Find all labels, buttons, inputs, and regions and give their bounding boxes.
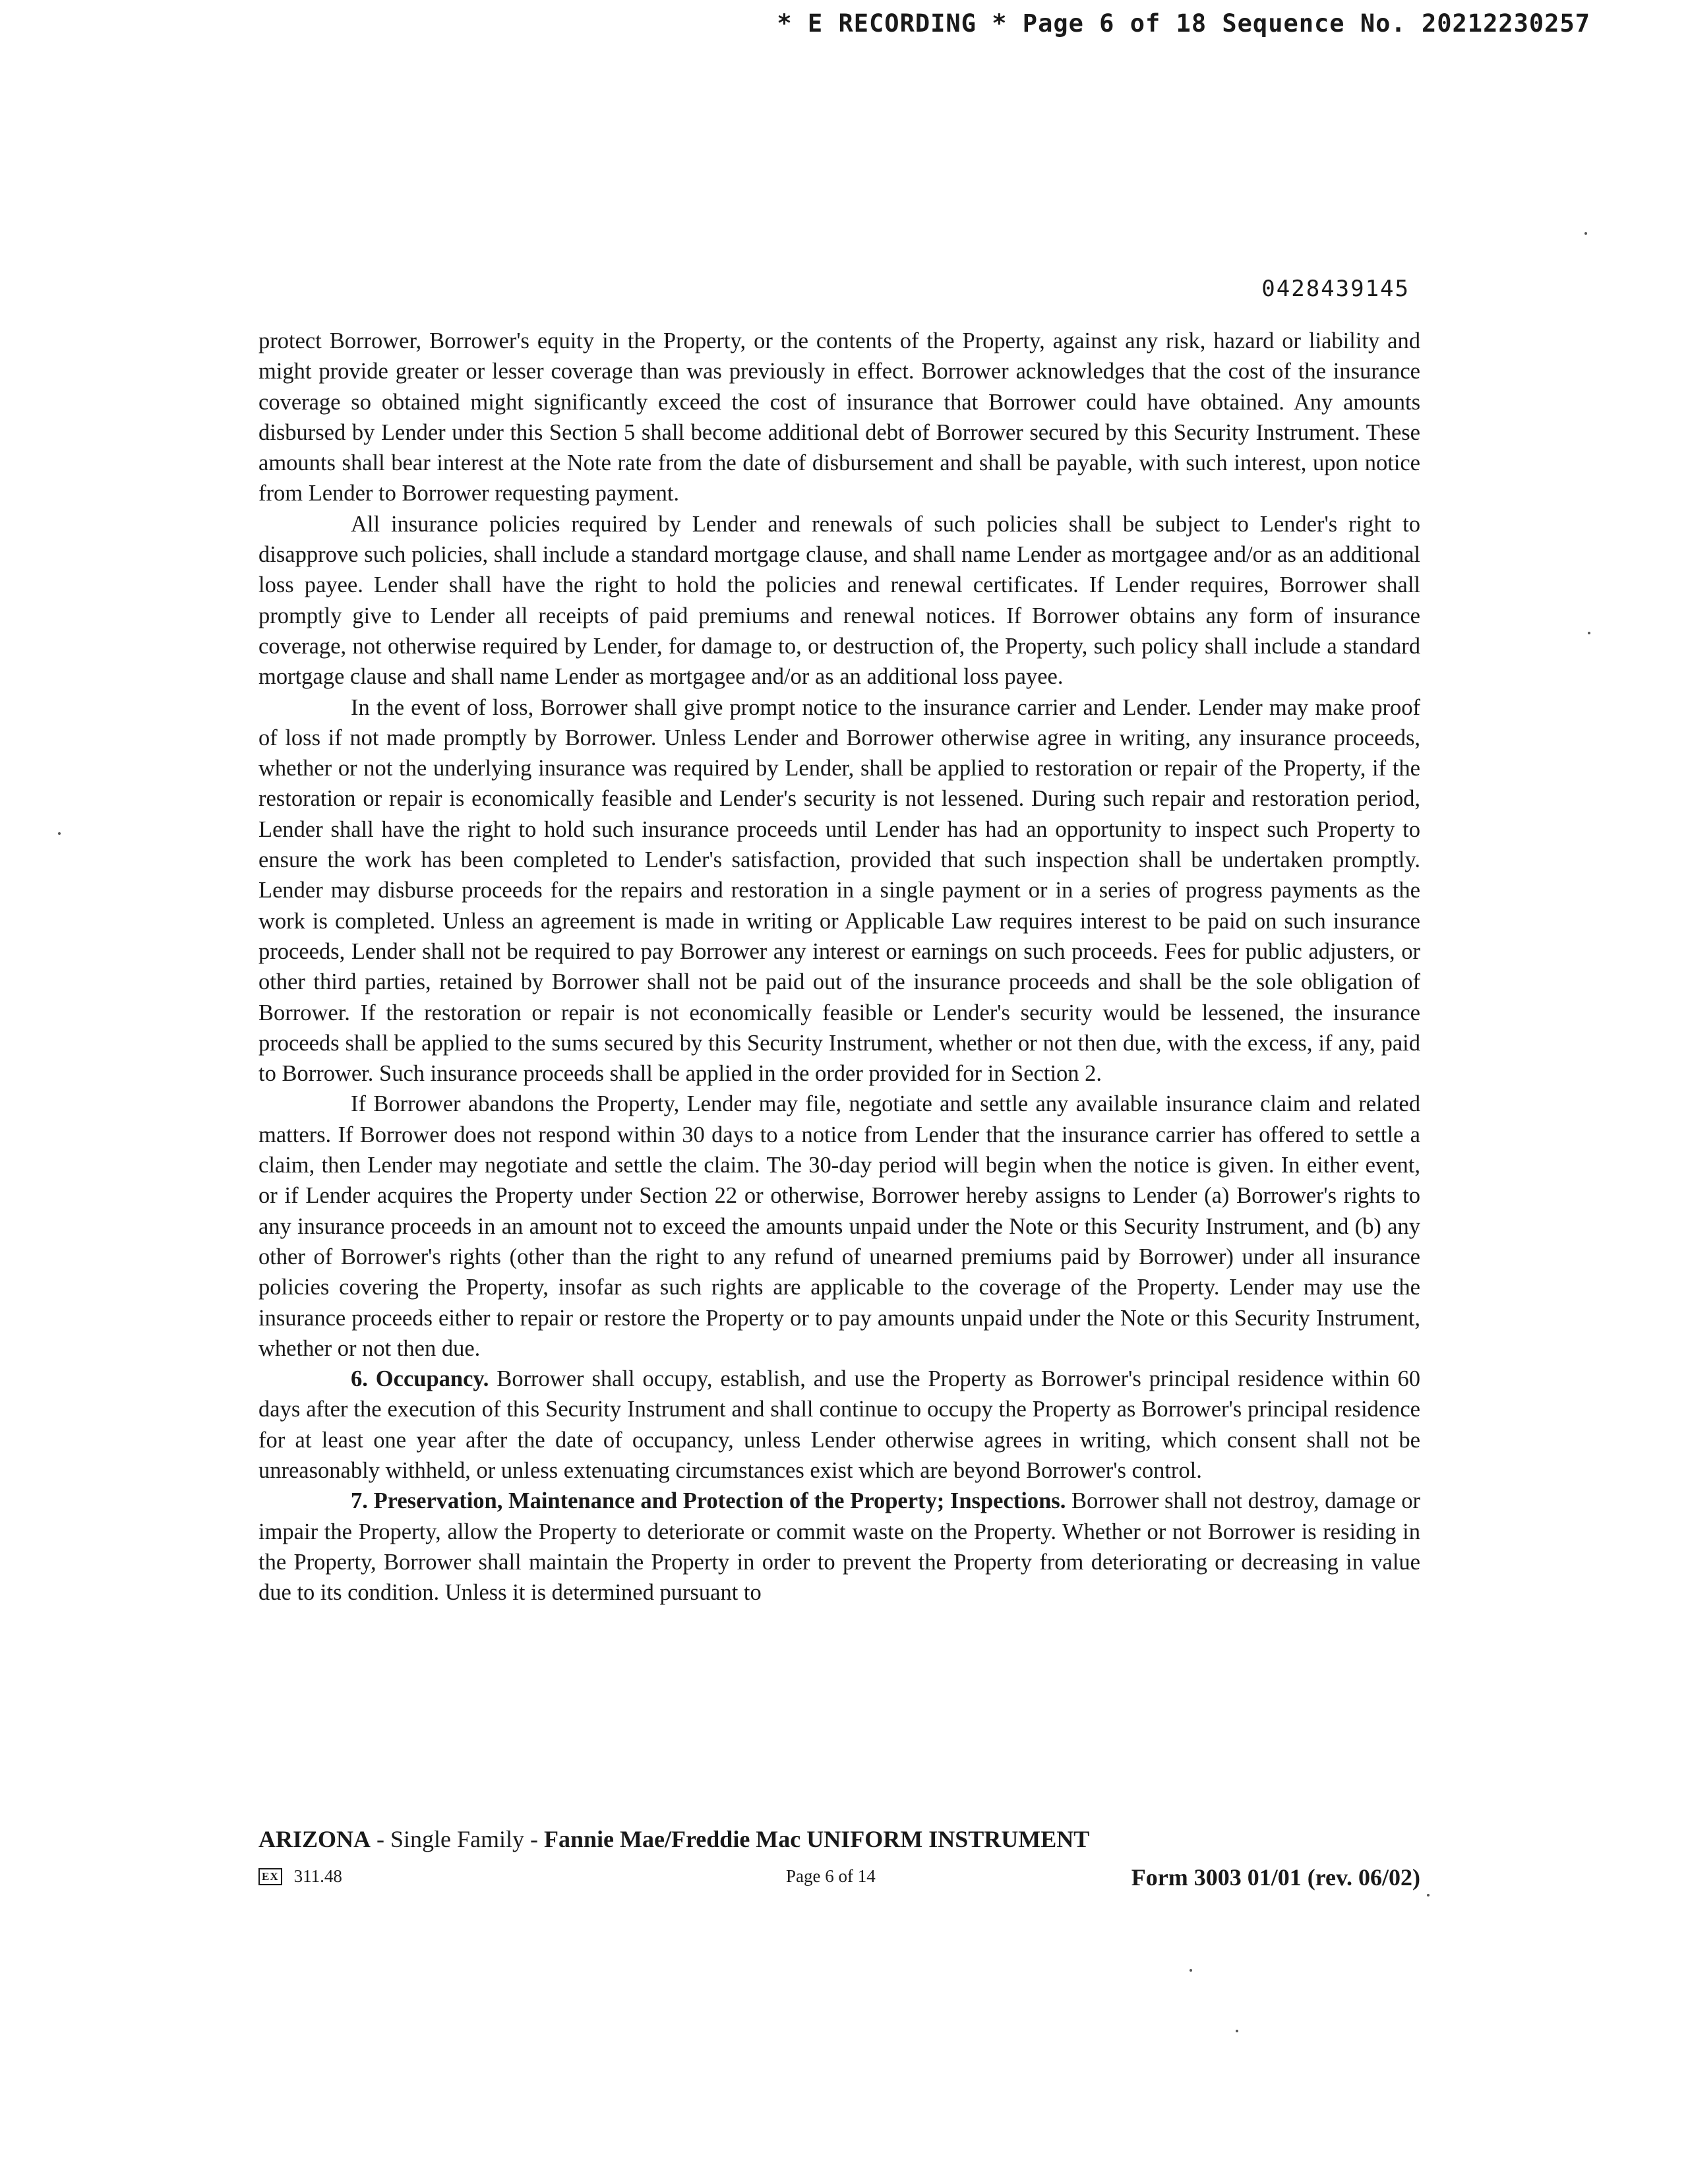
footer-family: - Single Family -	[371, 1826, 545, 1852]
paragraph-insurance-continuation: protect Borrower, Borrower's equity in the Property, or the contents of the Property, against any risk, hazard or liability and might provide greater or lesser coverage than was previously in effect. Borrower acknowledges that the cost of the insurance coverage so obtained might significantly exceed the cost of insurance that Borrower could have obtained. Any amounts disbursed by Lender under this Section 5 shall become additional debt of Borrower secured by this Security Instrument. These amounts shall bear interest at the Note rate from the date of disbursement and shall be payable, with such interest, upon notice from Lender to Borrower requesting payment.	[258, 328, 1420, 506]
paragraph-insurance-policies: All insurance policies required by Lender and renewals of such policies shall be subject to Lender's right to disapprove such policies, shall include a standard mortgage clause, and shall name Lender as mortgagee and/or as an additional loss payee. Lender shall have the right to hold the policies and renewal certificates. If Lender requires, Borrower shall promptly give to Lender all receipts of paid premiums and renewal notices. If Borrower obtains any form of insurance coverage, not otherwise required by Lender, for damage to, or destruction of, the Property, such policy shall include a standard mortgage clause and shall name Lender as mortgagee and/or as an additional loss payee.	[258, 511, 1420, 690]
scan-speck	[1190, 1969, 1192, 1972]
publisher-logo-icon: EX	[258, 1868, 282, 1885]
form-code-number: 311.48	[293, 1866, 342, 1886]
section-heading-occupancy: 6. Occupancy.	[351, 1366, 489, 1392]
footer-state: ARIZONA	[258, 1826, 371, 1852]
scan-speck	[1427, 1894, 1430, 1896]
paragraph-abandonment: If Borrower abandons the Property, Lender may file, negotiate and settle any available insurance claim and related matters. If Borrower does not respond within 30 days to a notice from Lender that the insurance carrier has offered to settle a claim, then Lender may negotiate and settle the claim. The 30-day period will begin when the notice is given. In either event, or if Lender acquires the Property under Section 22 or otherwise, Borrower hereby assigns to Lender (a) Borrower's rights to any insurance proceeds in an amount not to exceed the amounts unpaid under the Note or this Security Instrument, and (b) any other of Borrower's rights (other than the right to any refund of unearned premiums paid by Borrower) under all insurance policies covering the Property, insofar as such rights are applicable to the coverage of the Property. Lender may use the insurance proceeds either to repair or restore the Property or to pay amounts unpaid under the Note or this Security Instrument, whether or not then due.	[258, 1091, 1420, 1361]
section-heading-preservation: 7. Preservation, Maintenance and Protection of the Property; Inspections.	[351, 1488, 1066, 1514]
form-number: Form 3003 01/01 (rev. 06/02)	[1131, 1864, 1420, 1891]
scan-speck	[1236, 2030, 1238, 2032]
footer-instrument: Fannie Mae/Freddie Mac UNIFORM INSTRUMENT	[544, 1826, 1090, 1852]
loan-number: 0428439145	[1261, 276, 1410, 302]
document-body	[258, 326, 1420, 1608]
form-code	[258, 1866, 342, 1887]
scan-speck	[1588, 632, 1590, 634]
paragraph-event-of-loss: In the event of loss, Borrower shall give prompt notice to the insurance carrier and Lender. Lender may make proof of loss if not made promptly by Borrower. Unless Lender and Borrower otherwise agree in writing, any insurance proceeds, whether or not the underlying insurance was required by Lender, shall be applied to restoration or repair of the Property, if the restoration or repair is economically feasible and Lender's security is not lessened. During such repair and restoration period, Lender shall have the right to hold such insurance proceeds until Lender has had an opportunity to inspect such Property to ensure the work has been completed to Lender's satisfaction, provided that such inspection shall be undertaken promptly. Lender may disburse proceeds for the repairs and restoration in a single payment or in a series of progress payments as the work is completed. Unless an agreement is made in writing or Applicable Law requires interest to be paid on such insurance proceeds, Lender shall not be required to pay Borrower any interest or earnings on such proceeds. Fees for public adjusters, or other third parties, retained by Borrower shall not be paid out of the insurance proceeds and shall be the sole obligation of Borrower. If the restoration or repair is not economically feasible or Lender's security would be lessened, the insurance proceeds shall be applied to the sums secured by this Security Instrument, whether or not then due, with the excess, if any, paid to Borrower. Such insurance proceeds shall be applied in the order provided for in Section 2.	[258, 694, 1420, 1087]
scan-speck	[58, 832, 61, 835]
paragraph-preservation	[258, 1486, 1420, 1608]
recording-header: * E RECORDING * Page 6 of 18 Sequence No. 20212230257	[777, 9, 1590, 38]
footer-title	[258, 1825, 1089, 1853]
paragraph-occupancy	[258, 1364, 1420, 1486]
scan-speck	[1584, 232, 1587, 235]
footer-row	[258, 1864, 1420, 1893]
section-text-preservation: Borrower shall not destroy, damage or impair the Property, allow the Property to deteriorate or commit waste on the Property. Whether or not Borrower is residing in the Property, Borrower shall maintain the Property in order to prevent the Property from deteriorating or decreasing in value due to its condition. Unless it is determined pursuant to	[258, 1488, 1420, 1606]
page-indicator: Page 6 of 14	[786, 1866, 876, 1886]
section-text-occupancy: Borrower shall occupy, establish, and use the Property as Borrower's principal residence within 60 days after the execution of this Security Instrument and shall continue to occupy the Property as Borrower's principal residence for at least one year after the date of occupancy, unless Lender otherwise agrees in writing, which consent shall not be unreasonably withheld, or unless extenuating circumstances exist which are beyond Borrower's control.	[258, 1366, 1421, 1483]
